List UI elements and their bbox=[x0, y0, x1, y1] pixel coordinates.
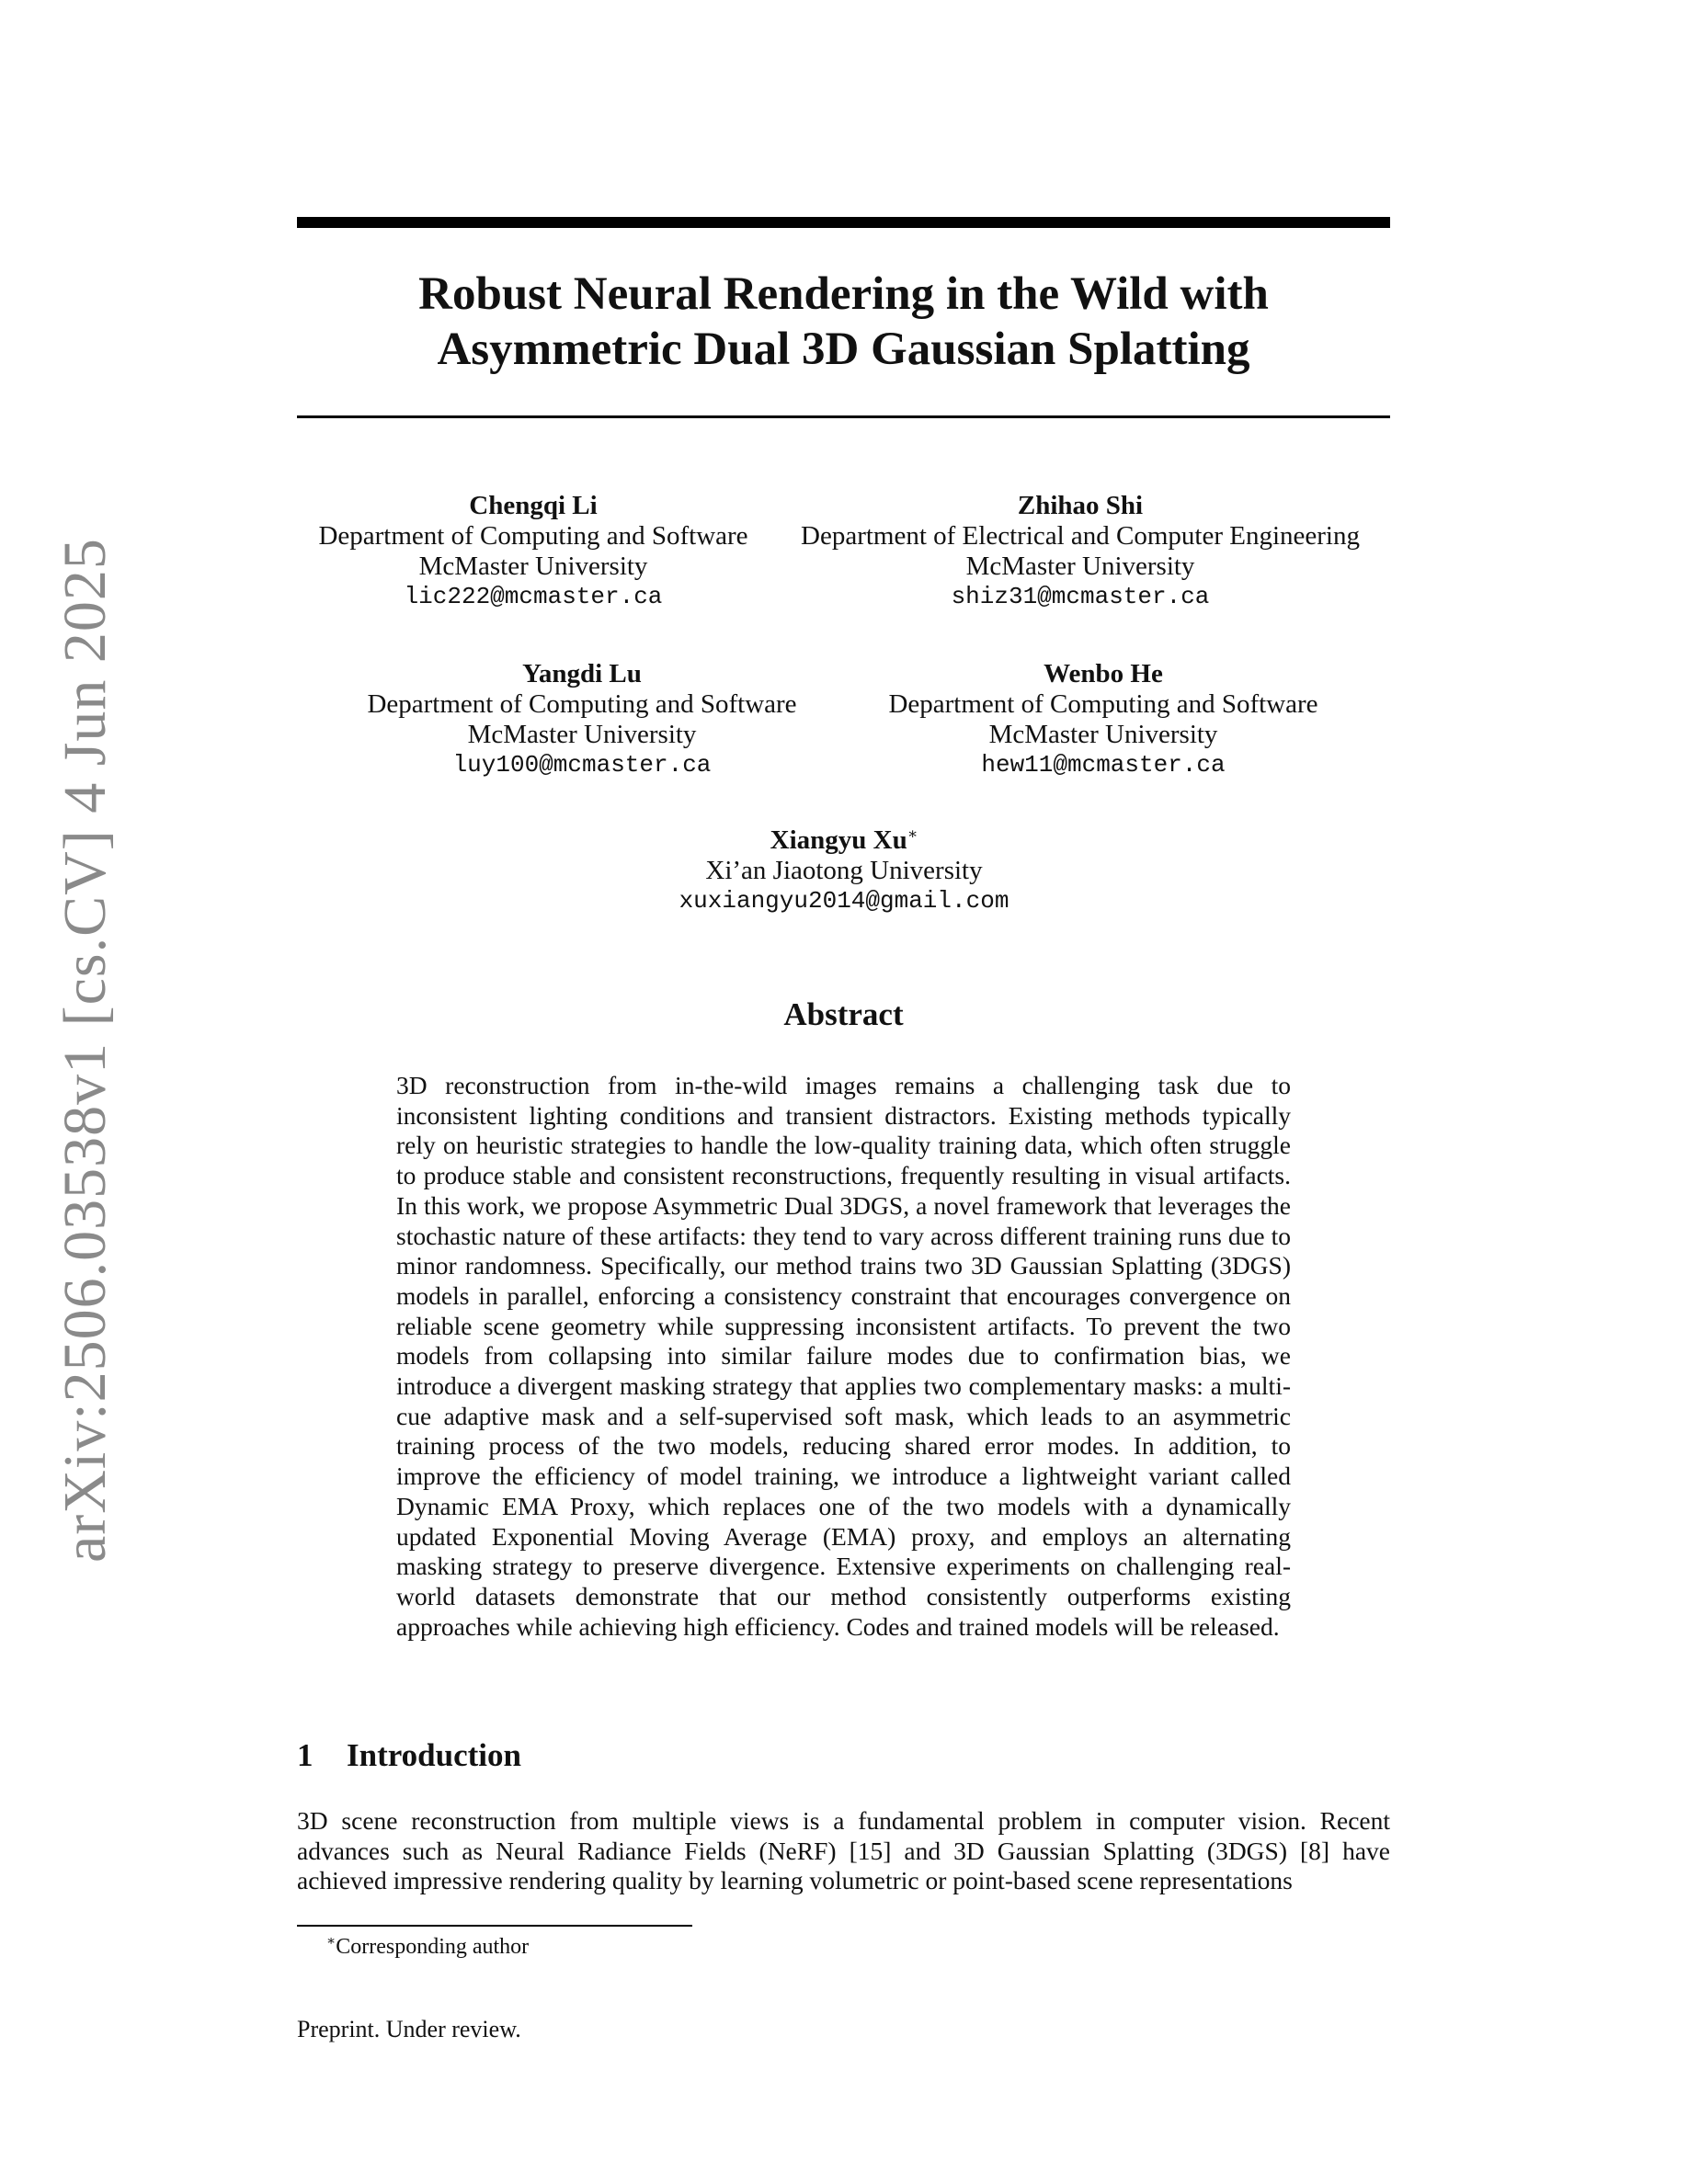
author-email[interactable]: lic222@mcmaster.ca bbox=[404, 583, 663, 610]
author-name bbox=[619, 825, 1069, 856]
author-email[interactable]: shiz31@mcmaster.ca bbox=[951, 583, 1210, 610]
author-department: Department of Electrical and Computer Engineering bbox=[801, 521, 1360, 551]
author-block bbox=[878, 659, 1329, 780]
section-number: 1 bbox=[297, 1737, 314, 1773]
abstract-heading: Abstract bbox=[783, 996, 904, 1032]
author-name: Chengqi Li bbox=[469, 491, 598, 520]
footnote bbox=[326, 1932, 529, 1960]
author-name-text: Xiangyu Xu bbox=[770, 825, 907, 855]
paper-title-line-1: Robust Neural Rendering in the Wild with bbox=[418, 268, 1269, 320]
abstract-text: 3D reconstruction from in-the-wild images remains a challenging task due to inconsistent lighting conditions and transient distractors. Existing methods typically rely on heuristic strategies to handle the low-quality training data, which often struggle to produce stable and consistent reconstructions, frequently resulting in visual artifacts. In this work, we propose Asymmetric Dual 3DGS, a novel framework that leverages the stochastic nature of these artifacts: they tend to vary across different training runs due to minor randomness. Specifically, our method trains two 3D Gaussian Splatting (3DGS) models in parallel, enforcing a consistency constraint that encourages convergence on reliable scene geometry while suppressing inconsistent artifacts. To prevent the two models from collapsing into similar failure modes due to confirmation bias, we introduce a divergent masking strategy that applies two complementary masks: a multi-cue adaptive mask and a self-supervised soft mask, which leads to an asymmetric training process of the two models, reducing shared error modes. In addition, to improve the efficiency of model training, we introduce a lightweight variant called Dynamic EMA Proxy, which replaces one of the two models with a dynamically updated Exponential Moving Average (EMA) proxy, and employs an alternating masking strategy to preserve divergence. Extensive experiments on challenging real-world datasets demonstrate that our method consistently outperforms existing approaches while achieving high efficiency. Codes and trained models will be released. bbox=[396, 1071, 1291, 1641]
title-bottom-rule bbox=[297, 415, 1390, 418]
footnote-mark: ∗ bbox=[326, 1934, 336, 1949]
author-email[interactable]: xuxiangyu2014@gmail.com bbox=[679, 887, 1009, 915]
section-heading bbox=[297, 1737, 521, 1774]
arxiv-identifier: arXiv:2506.03538v1 [cs.CV] 4 Jun 2025 bbox=[51, 538, 119, 1563]
author-university: McMaster University bbox=[965, 552, 1195, 581]
section-title: Introduction bbox=[347, 1737, 521, 1773]
paper-title-line-2: Asymmetric Dual 3D Gaussian Splatting bbox=[437, 324, 1250, 375]
footnote-rule bbox=[297, 1925, 692, 1927]
author-department: Department of Computing and Software bbox=[888, 689, 1318, 719]
author-name: Wenbo He bbox=[1044, 659, 1163, 688]
author-block bbox=[357, 659, 807, 780]
author-university: McMaster University bbox=[467, 720, 697, 749]
paper-title bbox=[297, 267, 1390, 377]
author-university: Xi’an Jiaotong University bbox=[705, 856, 983, 885]
footnote-text: Corresponding author bbox=[336, 1935, 530, 1959]
corresponding-author-mark: ∗ bbox=[907, 825, 918, 843]
introduction-text: 3D scene reconstruction from multiple views is a fundamental problem in computer vision. Recent advances such as Neural Radiance Fields (NeRF) [15] and 3D Gaussian Splatting (3DGS) [8] have achieved impressive rendering quality by learning volumetric or point-based scene representations bbox=[297, 1806, 1390, 1895]
title-top-rule bbox=[297, 217, 1390, 228]
author-university: McMaster University bbox=[988, 720, 1218, 749]
author-department: Department of Computing and Software bbox=[318, 521, 748, 551]
author-department: Department of Computing and Software bbox=[367, 689, 797, 719]
author-name: Yangdi Lu bbox=[522, 659, 642, 688]
author-email[interactable]: luy100@mcmaster.ca bbox=[452, 751, 712, 779]
author-block bbox=[786, 491, 1374, 612]
author-university: McMaster University bbox=[418, 552, 648, 581]
author-block bbox=[619, 825, 1069, 916]
preprint-notice: Preprint. Under review. bbox=[297, 2016, 521, 2042]
author-email[interactable]: hew11@mcmaster.ca bbox=[981, 751, 1226, 779]
author-block bbox=[313, 491, 754, 612]
author-name: Zhihao Shi bbox=[1017, 491, 1144, 520]
